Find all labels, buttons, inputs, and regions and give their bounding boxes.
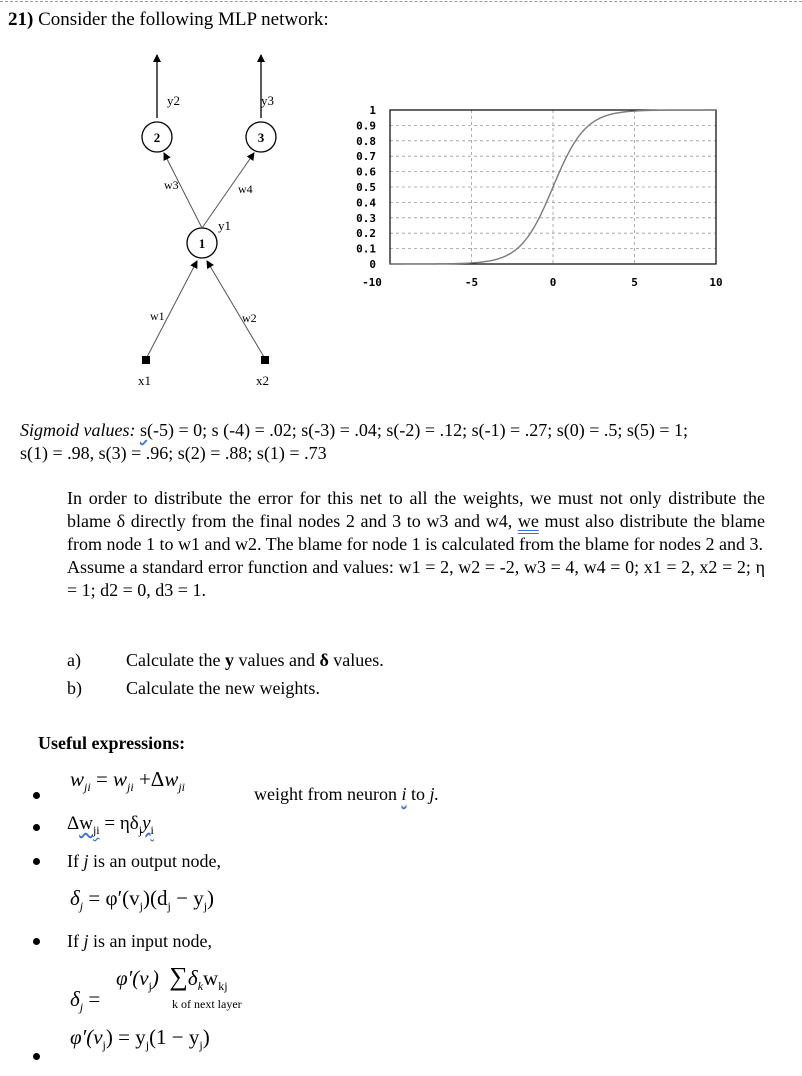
sigmoid-values-line-2: s(1) = .98, s(3) = .96; s(2) = .88; s(1) = .73 bbox=[20, 443, 327, 463]
y-tick-label: 0 bbox=[369, 258, 376, 271]
f3-j: j bbox=[79, 899, 84, 914]
sigmoid-values-rest: (-5) = 0; s (-4) = .02; s(-3) = .04; s(-2) = .12; s(-1) = .27; s(0) = .5; s(5) = 1; bbox=[147, 420, 688, 440]
paragraph-we-underlined: we bbox=[517, 511, 539, 531]
f3-rhs2: )(d bbox=[143, 886, 168, 910]
f1-w3: w bbox=[164, 767, 179, 791]
if-input-node bbox=[67, 931, 212, 952]
f3-j4: j bbox=[203, 899, 208, 914]
sigmoid-s-underlined: s bbox=[140, 420, 148, 440]
if-input-j: j bbox=[83, 931, 89, 951]
f2-j: j bbox=[138, 822, 143, 837]
edge-w2 bbox=[207, 261, 264, 357]
top-dashed-rule bbox=[0, 1, 802, 2]
node-1-label: 1 bbox=[198, 236, 206, 251]
bullet-2 bbox=[33, 824, 40, 831]
label-w3: w3 bbox=[164, 178, 179, 192]
node-2-label: 2 bbox=[153, 130, 161, 145]
f1-sub-2: ji bbox=[127, 780, 134, 795]
f3-rhs4: ) bbox=[207, 886, 215, 910]
formula-delta-input-top bbox=[116, 962, 228, 994]
f2-i: i bbox=[150, 822, 154, 837]
if-output-j: j bbox=[83, 851, 89, 871]
y-tick-label: 0.4 bbox=[356, 196, 376, 210]
weight-description bbox=[254, 784, 439, 805]
f5-b: ) = y bbox=[105, 1025, 146, 1049]
f3-delta: δ bbox=[70, 886, 80, 910]
f2-w: w bbox=[79, 813, 93, 834]
sigmoid-chart bbox=[330, 98, 730, 298]
bullet-4 bbox=[33, 938, 40, 945]
f1-plus-delta: +Δ bbox=[138, 767, 165, 791]
y-tick-label: 0.7 bbox=[356, 150, 376, 164]
task-a-delta: δ bbox=[319, 650, 329, 670]
input-x2-square bbox=[261, 356, 269, 364]
f4-dk: δ bbox=[187, 966, 198, 990]
f5-d: ) bbox=[202, 1025, 210, 1049]
f3-j3: j bbox=[167, 899, 171, 914]
f1-eq: = bbox=[95, 767, 108, 791]
task-b-letter: b) bbox=[67, 678, 82, 698]
label-y2: y2 bbox=[167, 93, 180, 108]
desc-mid: to bbox=[410, 784, 425, 804]
bullet-1 bbox=[33, 792, 40, 799]
y-tick-label: 0.8 bbox=[356, 134, 376, 148]
y-tick-label: 1 bbox=[369, 104, 376, 117]
task-a-letter: a) bbox=[67, 650, 81, 670]
question-number: 21) bbox=[8, 9, 34, 30]
if-output-node bbox=[67, 851, 221, 872]
x-tick-label: 5 bbox=[631, 276, 638, 289]
formula-delta-w bbox=[67, 813, 154, 838]
f4-top: φ′(v bbox=[116, 966, 149, 990]
bullet-5 bbox=[33, 1053, 40, 1060]
f2-y: y bbox=[142, 813, 151, 834]
f4-top-j: j bbox=[148, 979, 152, 994]
y-tick-label: 0.6 bbox=[356, 165, 376, 179]
x-tick-label: 0 bbox=[549, 276, 557, 289]
input-x1-square bbox=[142, 356, 150, 364]
label-x2: x2 bbox=[256, 373, 269, 388]
formula-weight-update bbox=[70, 767, 185, 795]
task-a-text bbox=[126, 650, 384, 671]
f4-top2: ) bbox=[151, 966, 159, 990]
desc-i: i bbox=[401, 784, 407, 804]
label-w2: w2 bbox=[242, 311, 257, 325]
task-b-text: Calculate the new weights. bbox=[126, 678, 320, 698]
f2-ji: ji bbox=[92, 822, 100, 837]
task-a-post: values. bbox=[333, 650, 384, 670]
y-tick-label: 0.3 bbox=[356, 211, 376, 225]
useful-expressions-title: Useful expressions: bbox=[38, 733, 186, 753]
f1-sub-3: ji bbox=[178, 780, 186, 795]
f4-lhs: δ bbox=[70, 987, 80, 1011]
if-output-post: is an output node, bbox=[93, 851, 222, 871]
if-input-pre: If bbox=[67, 931, 79, 951]
sigmoid-values-line-1: Sigmoid values: s(-5) = 0; s (-4) = .02; s(-3) = .04; s(-2) = .12; s(-1) = .27; s(0) = .5; s(5) = 1; bbox=[20, 420, 688, 440]
f3-j2: j bbox=[139, 899, 144, 914]
f1-w: w bbox=[70, 767, 85, 791]
question-text: Consider the following MLP network: bbox=[38, 9, 329, 30]
f4-sigma: ∑ bbox=[169, 962, 188, 991]
f5-j3: j bbox=[199, 1038, 203, 1053]
problem-paragraph bbox=[67, 487, 765, 602]
formula-delta-input-lhs bbox=[70, 987, 100, 1015]
paragraph-1-part-b: must also distribute the blame from node 1 to w1 and w2. The blame for node 1 is calculated from the blame for nodes 2 and 3. bbox=[67, 511, 766, 554]
y-tick-label: 0.9 bbox=[356, 119, 376, 133]
label-w1: w1 bbox=[150, 309, 165, 323]
x-tick-label: -10 bbox=[362, 276, 382, 289]
paragraph-1 bbox=[67, 487, 765, 556]
question-title bbox=[8, 9, 329, 31]
label-y3: y3 bbox=[261, 93, 274, 108]
y-tick-label: 0.1 bbox=[356, 242, 376, 256]
f4-w: w bbox=[203, 966, 219, 990]
f1-sub-1: ji bbox=[84, 780, 91, 795]
label-w4: w4 bbox=[238, 182, 253, 196]
if-output-pre: If bbox=[67, 851, 79, 871]
node-3-label: 3 bbox=[257, 130, 265, 145]
desc-j: j. bbox=[429, 784, 440, 804]
x-tick-label: -5 bbox=[464, 276, 479, 289]
f4-kj: kj bbox=[218, 979, 228, 994]
f4-k: k bbox=[197, 979, 204, 994]
paragraph-2: Assume a standard error function and values: w1 = 2, w2 = -2, w3 = 4, w4 = 0; x1 = 2, x2 = 2; η = 1; d2 = 0, d3 = 1. bbox=[67, 557, 765, 600]
formula-phi-prime bbox=[70, 1025, 210, 1053]
f3-rhs: = φ′(v bbox=[88, 886, 140, 910]
f2-eq: = η bbox=[104, 813, 130, 834]
f2-d: δ bbox=[129, 813, 139, 834]
f5-c: (1 − y bbox=[149, 1025, 200, 1049]
y-tick-label: 0.2 bbox=[356, 227, 376, 241]
f5-j1: j bbox=[102, 1038, 106, 1053]
desc-pre: weight from neuron bbox=[254, 784, 397, 804]
task-a-mid: values and bbox=[238, 650, 315, 670]
f3-rhs3: − y bbox=[170, 886, 204, 910]
label-y1: y1 bbox=[218, 218, 231, 233]
f2-delta: Δ bbox=[67, 813, 80, 834]
f5-a: φ′(v bbox=[70, 1025, 103, 1049]
formula-delta-output bbox=[70, 886, 214, 914]
y-tick-label: 0.5 bbox=[356, 181, 376, 194]
f4-lhs-j: j bbox=[79, 1000, 84, 1015]
f4-eq: = bbox=[88, 987, 101, 1011]
if-input-post: is an input node, bbox=[93, 931, 213, 951]
bullet-3 bbox=[33, 858, 40, 865]
x-tick-labels bbox=[362, 276, 723, 289]
paragraph-1-part-a: In order to distribute the error for this net to all the weights, we must not only distribute the blame δ directly from the final nodes 2 and 3 to w3 and w4, bbox=[67, 488, 765, 531]
y-tick-labels bbox=[356, 104, 376, 271]
formula-under-sum: k of next layer bbox=[172, 997, 242, 1011]
task-a-y: y bbox=[224, 650, 234, 670]
task-a-pre: Calculate the bbox=[126, 650, 221, 670]
x-tick-label: 10 bbox=[709, 276, 723, 289]
label-x1: x1 bbox=[138, 373, 151, 388]
mlp-network-diagram bbox=[120, 50, 310, 395]
f5-j2: j bbox=[145, 1038, 150, 1053]
f1-w2: w bbox=[113, 767, 128, 791]
sigmoid-values-label: Sigmoid values bbox=[20, 420, 130, 440]
